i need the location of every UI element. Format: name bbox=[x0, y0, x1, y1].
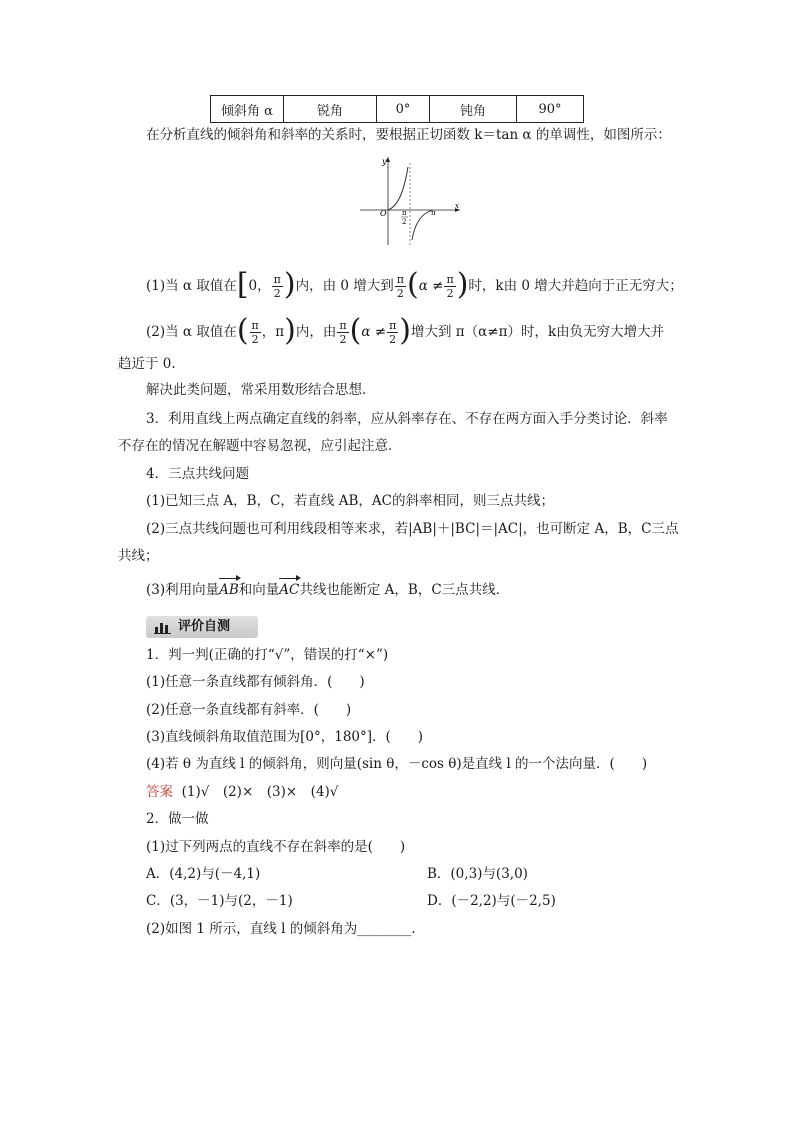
p4-s1: (1)已知三点 A，B，C，若直线 AB，AC的斜率相同，则三点共线； bbox=[146, 493, 554, 509]
item2-a: (2)当 α 取值在 bbox=[146, 324, 237, 340]
q2-s1: (1)过下列两点的直线不存在斜率的是( ) bbox=[146, 839, 406, 855]
item2-line: (2)当 α 取值在( $\frac{\pi}{2}$ ，π)内，由 $\frac{\pi}{2}$ (α ≠ $\frac{\pi}{2}$ )增大到 π（α≠π）时，k由负无穷大增大并 bbox=[146, 312, 665, 348]
frac-num: π bbox=[446, 273, 454, 286]
origin-label: O bbox=[380, 209, 387, 218]
x-axis-label: x bbox=[455, 202, 459, 210]
option-c: C．(3，－1)与(2，－1) bbox=[146, 893, 293, 909]
pi-label: π bbox=[431, 209, 436, 217]
frac-den: 2 bbox=[339, 333, 347, 346]
frac-den: 2 bbox=[389, 333, 397, 346]
vector-ac: AC bbox=[279, 582, 300, 598]
p3-line2: 不存在的情况在解题中容易忽视，应引起注意． bbox=[118, 438, 402, 454]
frac-num: π bbox=[389, 319, 397, 332]
option-d: D．(－2,2)与(－2,5) bbox=[427, 893, 556, 909]
intro-text: 在分析直线的倾斜角和斜率的关系时，要根据正切函数 k＝tan α 的单调性，如图所示： bbox=[146, 127, 671, 143]
table-cell: 0° bbox=[377, 96, 430, 123]
p4-s2a: (2)三点共线问题也可利用线段相等来求，若|AB|＋|BC|＝|AC|，也可断定 A，B，C三点 bbox=[146, 521, 679, 537]
section-label: 评价自测 bbox=[178, 619, 231, 634]
pi-half-den: 2 bbox=[402, 218, 407, 226]
option-a: A．(4,2)与(－4,1) bbox=[146, 866, 261, 882]
frac-num: π bbox=[251, 319, 259, 332]
item1-a: (1)当 α 取值在 bbox=[146, 278, 237, 294]
frac-den: 2 bbox=[396, 287, 404, 300]
p4-s3 bbox=[146, 580, 509, 600]
q1-d: (4)若 θ 为直线 l 的倾斜角，则向量(sin θ，－cos θ)是直线 l 的一个法向量．( ) bbox=[146, 756, 648, 772]
item1-mid: α ≠ bbox=[418, 278, 444, 294]
frac-den: 2 bbox=[446, 287, 454, 300]
section-badge bbox=[146, 616, 258, 638]
pi-half-num: π bbox=[402, 209, 407, 217]
p4-s3b: 和向量 bbox=[238, 582, 280, 598]
frac-num: π bbox=[273, 273, 281, 286]
q1-c: (3)直线倾斜角取值范围为[0°，180°]．( ) bbox=[146, 729, 424, 745]
frac-num: π bbox=[339, 319, 347, 332]
item2-mid: α ≠ bbox=[361, 324, 387, 340]
item2-cont: 趋近于 0. bbox=[118, 356, 176, 372]
item1-c: 时，k由 0 增大并趋向于正无穷大； bbox=[468, 278, 683, 294]
inclination-table bbox=[210, 95, 584, 123]
q2-s2: (2)如图 1 所示，直线 l 的倾斜角为________. bbox=[146, 921, 416, 937]
frac-num: π bbox=[396, 273, 404, 286]
table-cell: 锐角 bbox=[284, 96, 377, 123]
q1-a: (1)任意一条直线都有倾斜角．( ) bbox=[146, 674, 365, 690]
q2-title: 2．做一做 bbox=[146, 811, 209, 827]
p4-title: 4．三点共线问题 bbox=[146, 466, 250, 482]
p3-line1: 3．利用直线上两点确定直线的斜率，应从斜率存在、不存在两方面入手分类讨论．斜率 bbox=[146, 411, 668, 427]
p4-s2b: 共线； bbox=[118, 548, 159, 564]
table-cell: 倾斜角 α bbox=[211, 96, 284, 123]
table-cell: 钝角 bbox=[430, 96, 517, 123]
q1-b: (2)任意一条直线都有斜率．( ) bbox=[146, 702, 352, 718]
tan-graph bbox=[360, 155, 462, 247]
item1-zero: 0， bbox=[248, 278, 271, 294]
y-axis-label: y bbox=[382, 157, 387, 166]
item2-pi-end: ，π bbox=[261, 324, 285, 340]
method-text: 解决此类问题，常采用数形结合思想． bbox=[146, 382, 376, 398]
frac-den: 2 bbox=[273, 287, 281, 300]
q1-title: 1．判一判(正确的打“√”，错误的打“×”) bbox=[146, 647, 389, 663]
answer-text: (1)√ (2)× (3)× (4)√ bbox=[181, 784, 339, 800]
item1-line: (1)当 α 取值在[0， $\frac{\pi}{2}$ )内，由 0 增大到 $\frac{\pi}{2}$ (α ≠ $\frac{\pi}{2}$ )时，k由 0 增大并趋向于正无穷大； bbox=[146, 266, 683, 302]
item1-b: 内，由 0 增大到 bbox=[295, 278, 394, 294]
p4-s3a: (3)利用向量 bbox=[146, 582, 220, 598]
vector-ab: AB bbox=[219, 582, 239, 598]
item2-b: 内，由 bbox=[295, 324, 337, 340]
bar-chart-icon bbox=[154, 620, 172, 634]
table-cell: 90° bbox=[517, 96, 584, 123]
item2-c: 增大到 π（α≠π）时，k由负无穷大增大并 bbox=[411, 324, 665, 340]
answer-label: 答案 bbox=[146, 784, 173, 800]
p4-s3c: 共线也能断定 A，B，C三点共线． bbox=[299, 582, 510, 598]
frac-den: 2 bbox=[251, 333, 259, 346]
q1-answer bbox=[146, 782, 338, 802]
option-b: B．(0,3)与(3,0) bbox=[427, 866, 528, 882]
